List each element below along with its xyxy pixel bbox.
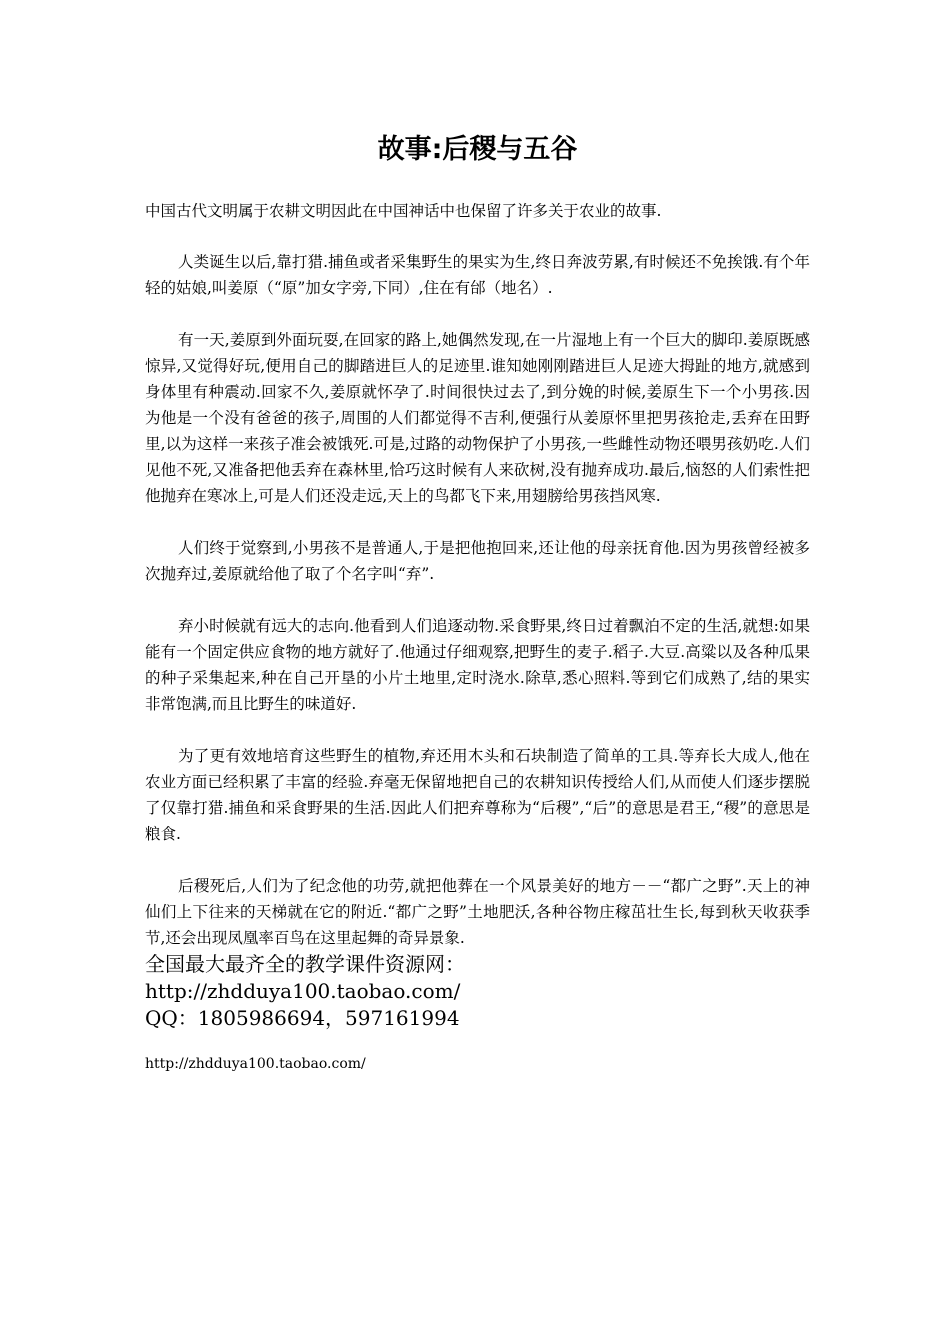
paragraph-7: 后稷死后,人们为了纪念他的功劳,就把他葬在一个风景美好的地方－－“都广之野”.天上的神仙们上下往来的天梯就在它的附近.“都广之野”土地肥沃,各种谷物庄稼茁壮生长,每到秋天收获季节,还会出现凤凰率百鸟在这里起舞的奇异景象. [145,877,810,947]
footer-link[interactable]: http://zhdduya100.taobao.com/ [145,1056,366,1072]
document-title: 故事:后稷与五谷 [377,134,578,165]
paragraph-2: 人类诞生以后,靠打猎.捕鱼或者采集野生的果实为生,终日奔波劳累,有时候还不免挨饿.有个年轻的姑娘,叫姜原（“原”加女字旁,下同）,住在有邰（地名）. [145,253,810,297]
promo-line-1: 全国最大最齐全的教学课件资源网： [145,952,465,976]
paragraph-4: 人们终于觉察到,小男孩不是普通人,于是把他抱回来,还让他的母亲抚育他.因为男孩曾经被多次抛弃过,姜原就给他了取了个名字叫“弃”. [145,539,810,583]
promo-qq: QQ：1805986694，597161994 [145,1006,460,1030]
document-body [145,198,810,1074]
promo-link[interactable]: http://zhdduya100.taobao.com/ [145,979,461,1003]
paragraph-6: 为了更有效地培育这些野生的植物,弃还用木头和石块制造了简单的工具.等弃长大成人,他在农业方面已经积累了丰富的经验.弃毫无保留地把自己的农耕知识传授给人们,从而使人们逐步摆脱了仅靠打猎.捕鱼和采食野果的生活.因此人们把弃尊称为“后稷”,“后”的意思是君王,“稷”的意思是粮食. [145,747,810,843]
paragraph-3: 有一天,姜原到外面玩耍,在回家的路上,她偶然发现,在一片湿地上有一个巨大的脚印.姜原既感惊异,又觉得好玩,便用自己的脚踏进巨人的足迹里.谁知她刚刚踏进巨人足迹大拇趾的地方,就感到身体里有种震动.回家不久,姜原就怀孕了.时间很快过去了,到分娩的时候,姜原生下一个小男孩.因为他是一个没有爸爸的孩子,周围的人们都觉得不吉利,便强行从姜原怀里把男孩抢走,丢弃在田野里,以为这样一来孩子准会被饿死.可是,过路的动物保护了小男孩,一些雌性动物还喂男孩奶吃.人们见他不死,又准备把他丢弃在森林里,恰巧这时候有人来砍树,没有抛弃成功.最后,恼怒的人们索性把他抛弃在寒冰上,可是人们还没走远,天上的鸟都飞下来,用翅膀给男孩挡风寒. [145,331,810,505]
promo-block [145,951,810,1032]
paragraph-5: 弃小时候就有远大的志向.他看到人们追逐动物.采食野果,终日过着飘泊不定的生活,就想:如果能有一个固定供应食物的地方就好了.他通过仔细观察,把野生的麦子.稻子.大豆.高粱以及各种瓜果的种子采集起来,种在自己开垦的小片土地里,定时浇水.除草,悉心照料.等到它们成熟了,结的果实非常饱满,而且比野生的味道好. [145,617,810,713]
paragraph-intro: 中国古代文明属于农耕文明因此在中国神话中也保留了许多关于农业的故事. [145,202,662,220]
